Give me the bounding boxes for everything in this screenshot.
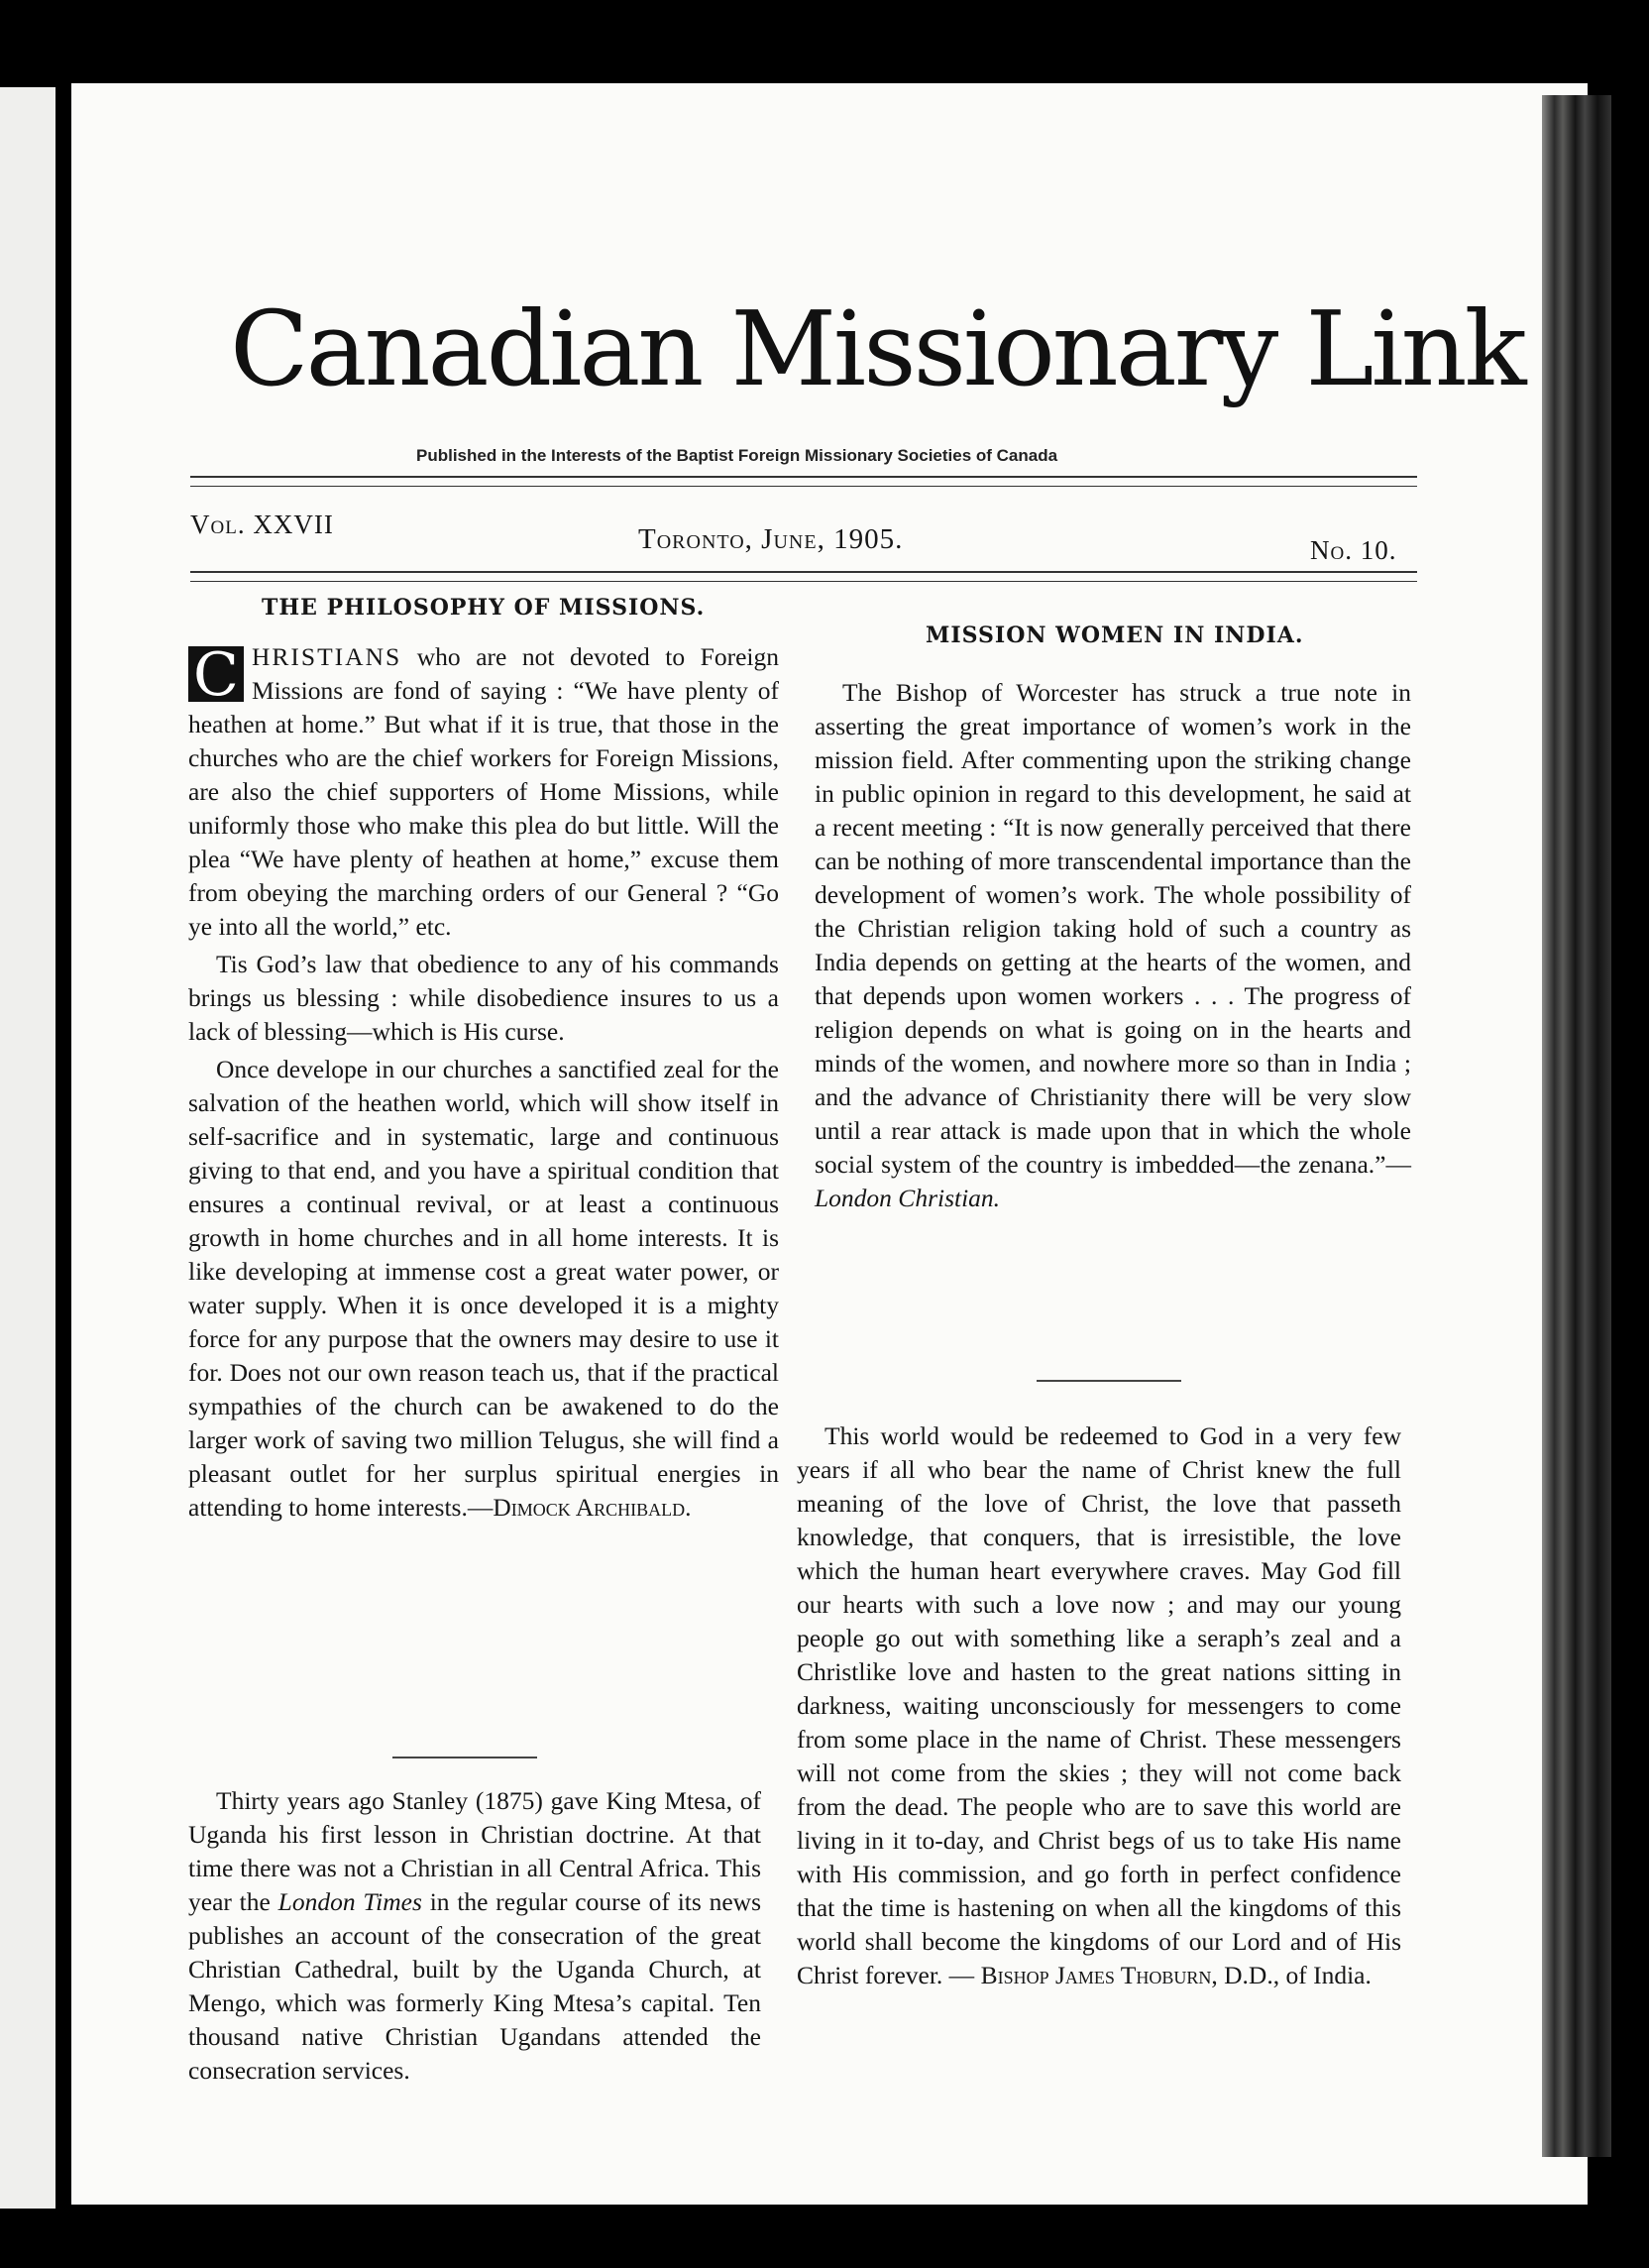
paragraph-text: in the regular course of its news publishes an account of the consecration of the great Christian Cathedral, built by the Uganda Church, at Mengo, which was formerly King Mtesa’s capital. Ten thousand native Christian Ugandans attended the consecration services.: [188, 1887, 762, 2085]
article-world: [797, 1419, 1401, 1996]
article-uganda: [188, 1784, 761, 2092]
header-rule: [190, 571, 1417, 573]
paragraph-text: who are not devoted to Foreign Missions are fond of saying : “We have plenty of heathen at home.” But what if it is true, that those in the churches who are the chief workers for Foreign Missions, are also the chief supporters of Home Missions, while uniformly those who make this plea do but little. Will the plea “We have plenty of heathen at home,” excuse them from obeying the marching orders of our General ? “Go ye into all the world,” etc.: [188, 642, 780, 941]
book-spine: [1542, 95, 1611, 2157]
section-divider: [1037, 1380, 1181, 1382]
article-heading: THE PHILOSOPHY OF MISSIONS.: [262, 595, 706, 621]
article-paragraph: [188, 640, 779, 944]
article-author: Bishop James Thoburn, D.D.: [980, 1961, 1273, 1989]
article-paragraph: Tis God’s law that obedience to any of his commands brings us blessing : while disobedience insures to us a lack of blessing—which is His curse.: [188, 950, 779, 1046]
article-paragraph: [188, 1053, 779, 1525]
article-paragraph: [815, 676, 1411, 1215]
date-line: Toronto, June, 1905.: [638, 523, 904, 555]
article-author: Dimock Archibald.: [493, 1493, 692, 1522]
article-paragraph: [188, 1784, 761, 2088]
article-women: [815, 676, 1411, 1219]
masthead-subtitle: Published in the Interests of the Baptist Foreign Missionary Societies of Canada: [416, 446, 1058, 465]
header-rule: [190, 581, 1417, 582]
article-philosophy: [188, 640, 779, 1529]
drop-cap: C: [188, 646, 244, 702]
masthead-rule: [190, 486, 1417, 487]
left-page-edge: [0, 87, 55, 2209]
author-suffix: , of India.: [1272, 1961, 1372, 1989]
article-paragraph: [797, 1419, 1401, 1992]
masthead-rule: [190, 476, 1417, 478]
paragraph-text: The Bishop of Worcester has struck a true note in asserting the great importance of women’s work in the mission field. After commenting upon the striking change in public opinion in regard to this development, he said at a recent meeting : “It is now generally perceived that there can be nothing of more transcendental importance than the development of women’s work. The whole possibility of the Christian religion taking hold of such a country as India depends on getting at the hearts of the women, and that depends upon women workers . . . The progress of religion depends on what is going on in the hearts and minds of the women, and nowhere more so than in India ; and the advance of Christianity there will be very slow until a rear attack is made upon that in which the whole social system of the country is imbedded—the zenana.”—: [815, 678, 1411, 1179]
paragraph-text: Thirty years ago Stanley (1875) gave King Mtesa, of Uganda his first lesson in Christian doctrine. At that time there was not a Christian in all Central Africa. This year the: [188, 1786, 761, 1916]
lead-caps: HRISTIANS: [252, 642, 402, 671]
volume-label: Vol. XXVII: [190, 510, 334, 539]
paragraph-text: Once develope in our churches a sanctified zeal for the salvation of the heathen world, which will show itself in self-sacrifice and in systematic, large and continuous giving to that end, and you have a spiritual condition that ensures a continual revival, or at least a continuous growth in home churches and in all home interests. It is like developing at immense cost a great water power, or water supply. When it is once developed it is a mighty force for any purpose that the owners may desire to use it for. Does not our own reason teach us, that if the practical sympathies of the church can be awakened to do the larger work of saving two million Telugus, she will find a pleasant outlet for her surplus spiritual energies in attending to home interests.—: [188, 1055, 779, 1522]
article-source: London Christian.: [815, 1184, 1001, 1212]
issue-number: No. 10.: [1310, 535, 1397, 565]
publication-name: London Times: [277, 1887, 422, 1916]
masthead-title: Canadian Missionary Link: [230, 288, 1524, 409]
paragraph-text: This world would be redeemed to God in a very few years if all who bear the name of Christ knew the full meaning of the love of Christ, the love that passeth knowledge, that conquers, that is irresistible, the love which the human heart everywhere craves. May God fill our hearts with such a love now ; and may our young people go out with something like a seraph’s zeal and a Christlike love and hasten to the great nations sitting in darkness, waiting unconsciously for messengers to come from some place in the name of Christ. These messengers will not come from the skies ; they will not come back from the dead. The people who are to save this world are living in it to-day, and Christ begs of us to take His name with His commission, and go forth in perfect confidence that the time is hastening on when all the kingdoms of this world shall become the kingdoms of our Lord and of His Christ forever. —: [797, 1421, 1401, 1989]
section-divider: [392, 1757, 537, 1758]
article-heading: MISSION WOMEN IN INDIA.: [926, 623, 1304, 648]
